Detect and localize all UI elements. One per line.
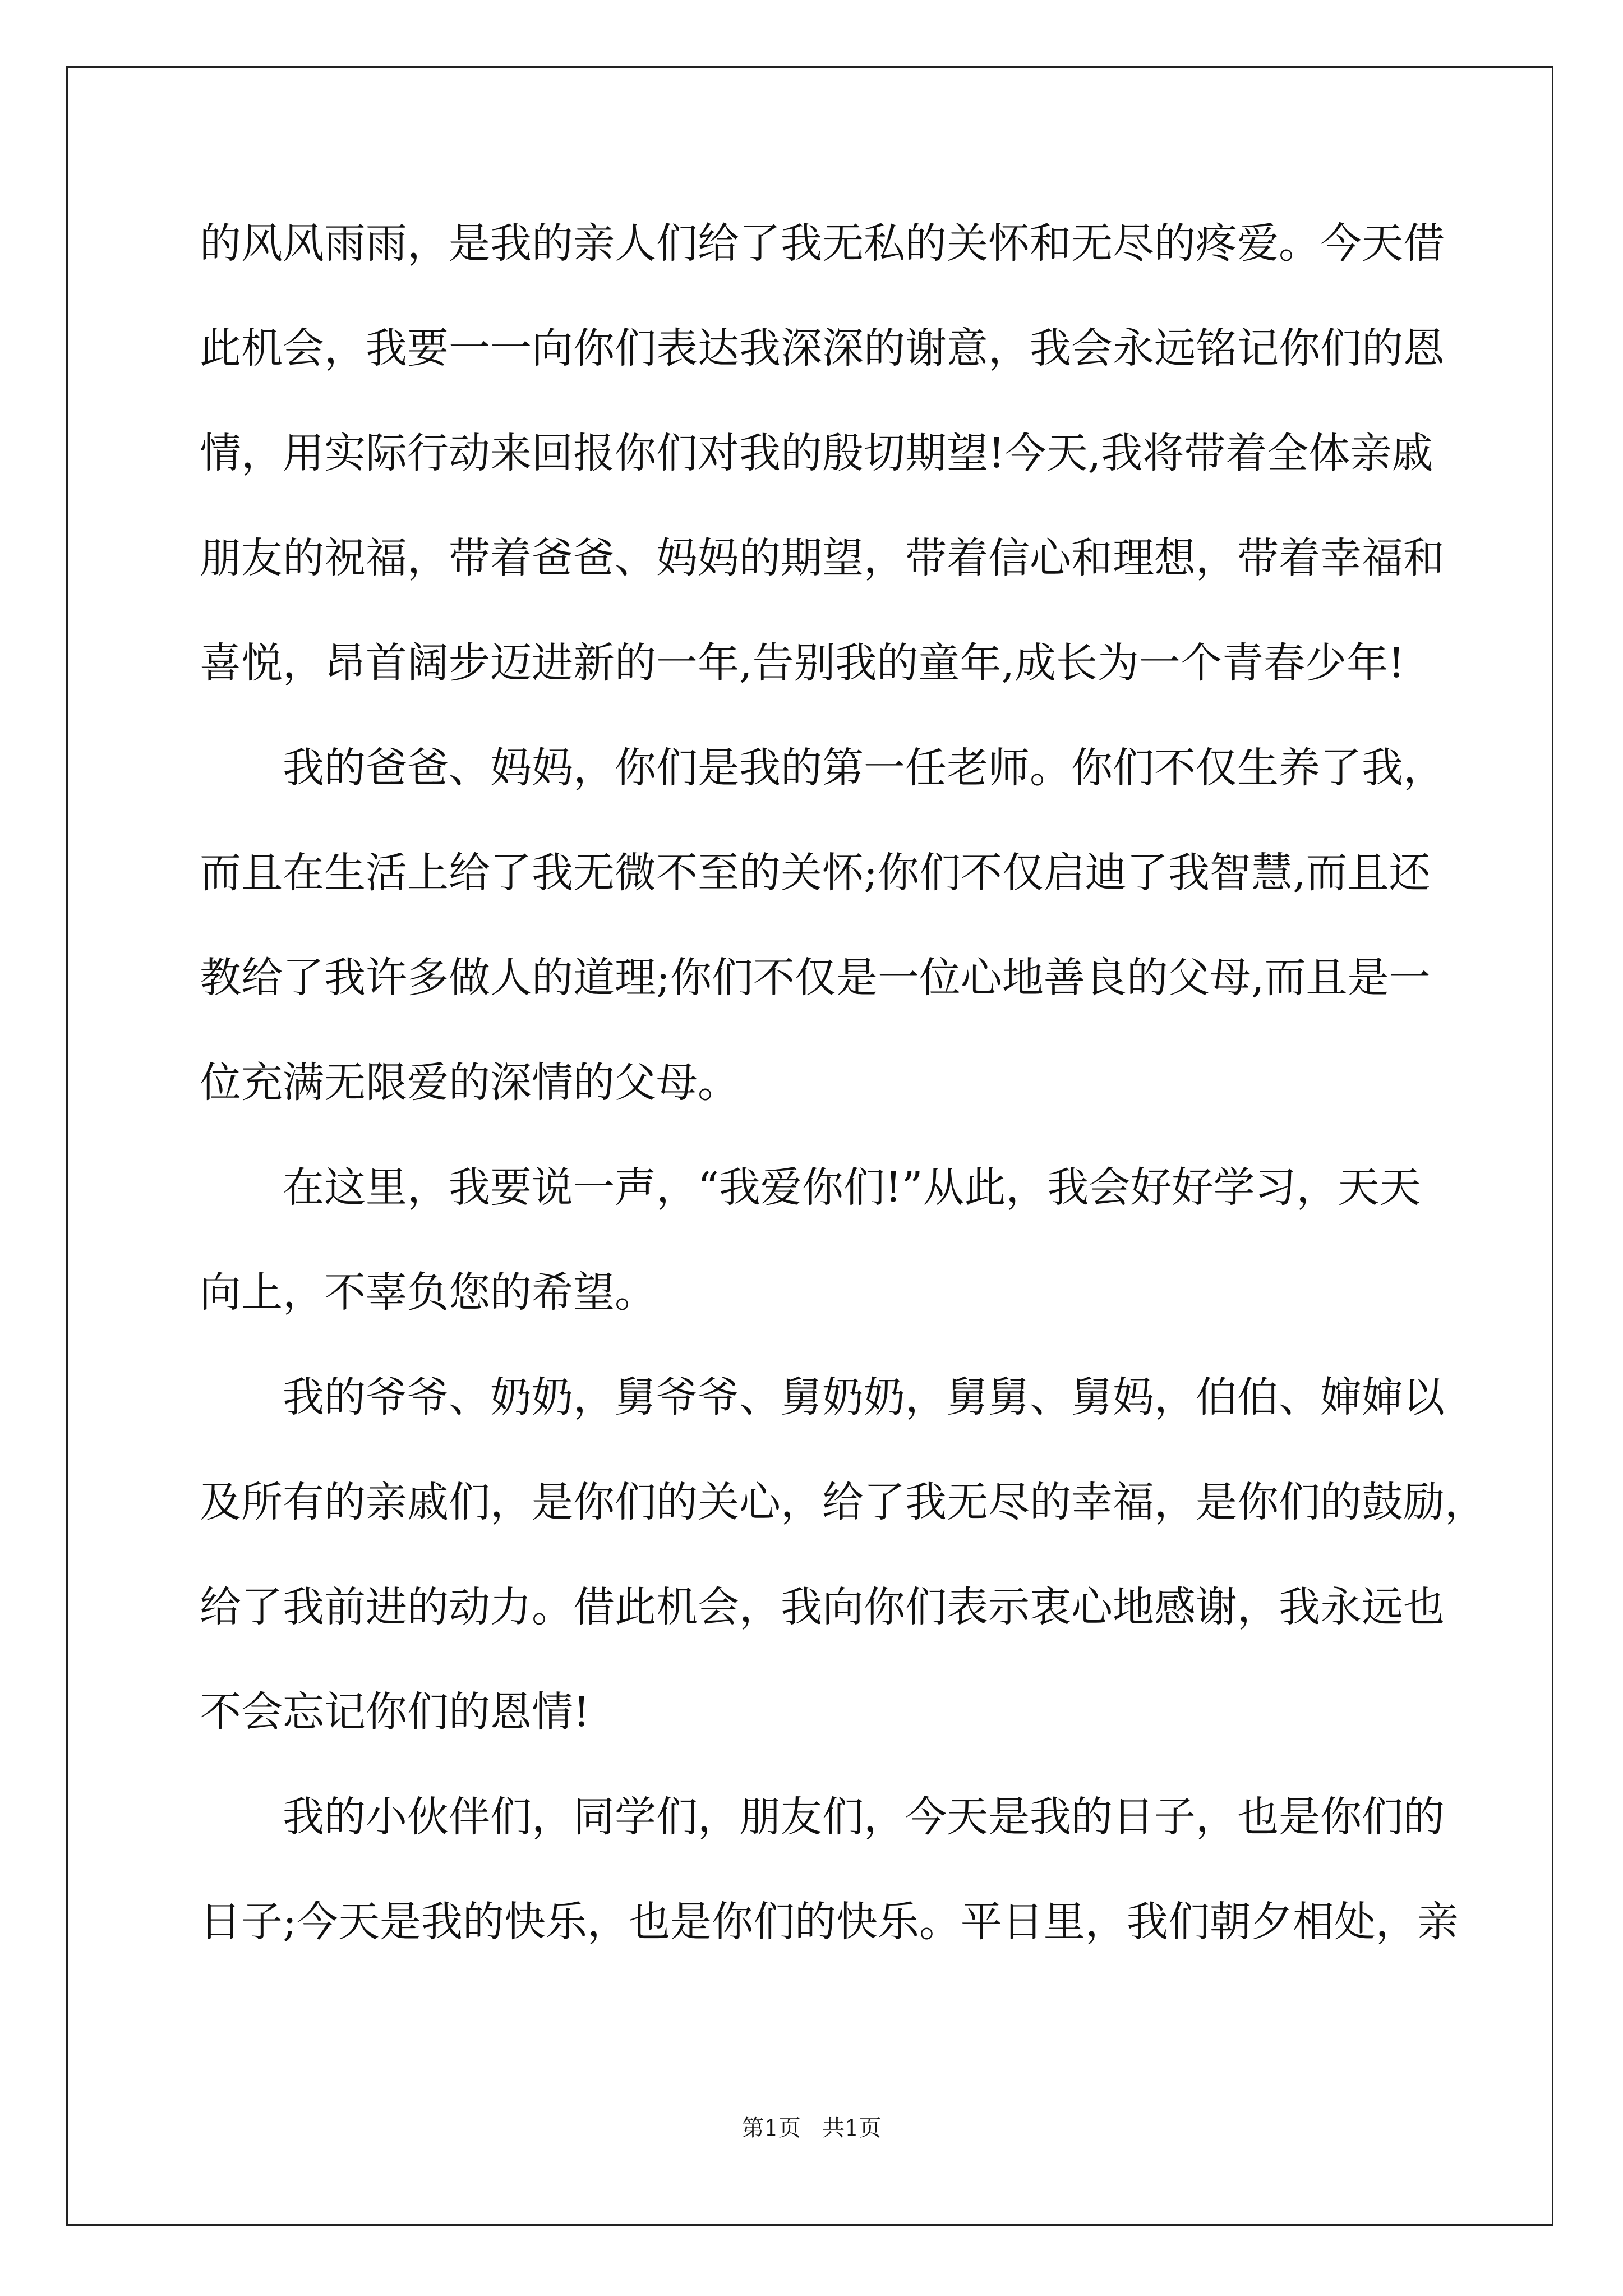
text-line: 位充满无限爱的深情的父母。 <box>200 1059 739 1107</box>
text-line: 不会忘记你们的恩情! <box>200 1688 590 1736</box>
text-line: 在这里，我要说一声，“我爱你们!”从此，我会好好学习，天天 <box>283 1163 1421 1212</box>
text-line: 我的小伙伴们，同学们，朋友们，今天是我的日子，也是你们的 <box>283 1793 1445 1841</box>
text-line: 给了我前进的动力。借此机会，我向你们表示衷心地感谢，我永远也 <box>200 1583 1445 1631</box>
text-line: 情，用实际行动来回报你们对我的殷切期望!今天,我将带着全体亲戚 <box>200 429 1433 477</box>
text-line: 日子;今天是我的快乐，也是你们的快乐。平日里，我们朝夕相处，亲 <box>200 1898 1459 1946</box>
text-line: 我的爸爸、妈妈，你们是我的第一任老师。你们不仅生养了我， <box>283 744 1445 792</box>
text-line: 的风风雨雨，是我的亲人们给了我无私的关怀和无尽的疼爱。今天借 <box>200 219 1445 268</box>
text-line: 喜悦，昂首阔步迈进新的一年,告别我的童年,成长为一个青春少年! <box>200 639 1405 687</box>
text-line: 朋友的祝福，带着爸爸、妈妈的期望，带着信心和理想，带着幸福和 <box>200 534 1445 582</box>
text-line: 教给了我许多做人的道理;你们不仅是一位心地善良的父母,而且是一 <box>200 954 1431 1002</box>
page-number-footer: 第1页 共1页 <box>741 2115 882 2141</box>
text-line: 此机会，我要一一向你们表达我深深的谢意，我会永远铭记你们的恩 <box>200 324 1445 372</box>
text-line: 及所有的亲戚们，是你们的关心，给了我无尽的幸福，是你们的鼓励， <box>200 1478 1486 1526</box>
text-line: 我的爷爷、奶奶，舅爷爷、舅奶奶，舅舅、舅妈，伯伯、婶婶以 <box>283 1373 1445 1421</box>
text-line: 而且在生活上给了我无微不至的关怀;你们不仅启迪了我智慧,而且还 <box>200 849 1431 897</box>
text-line: 向上，不辜负您的希望。 <box>200 1268 656 1317</box>
